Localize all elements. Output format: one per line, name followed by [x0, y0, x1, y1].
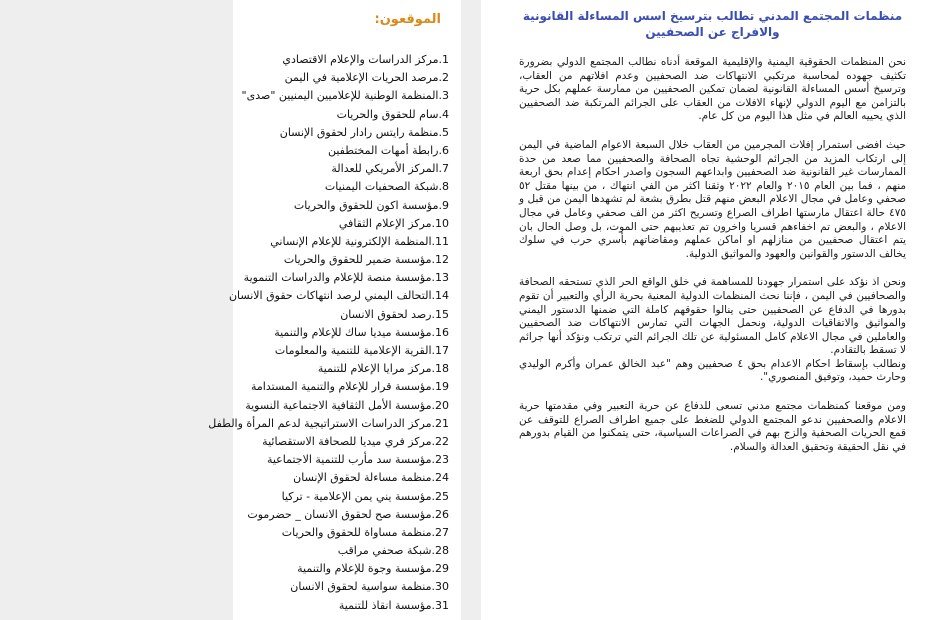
signer-item: 4.سام للحقوق والحريات — [336, 107, 449, 121]
signer-item: 11.المنظمة الإلكترونية للإعلام الإنساني — [270, 234, 449, 248]
signer-item: 22.مركز فري ميديا للصحافة الاستقصائية — [262, 434, 449, 448]
signer-item: 6.رابطة أمهات المختطفين — [327, 143, 449, 157]
signers-heading: الموقعون: — [374, 12, 441, 27]
signers-list — [208, 51, 449, 615]
statement-paragraph: نحن المنظمات الحقوقية اليمنية والإقليمية الموقعة أدناه نطالب المجتمع الدولي بضرورة تكثيف جهوده لمحاسبة مرتكبي الانتهاكات ضد الصحفيين وعدم افلاتهم من العقاب، وترسيخ أسس المساءلة القانونية لضمان تمكين الصحفيين من ممارسة عملهم بكل حرية بالتزامن مع اليوم الدولي لإنهاء الافلات من العقاب على الجرائم المرتكبة ضد الصحفيين الذي يحييه العالم في مثل هذا اليوم من كل عام. — [519, 56, 906, 123]
signer-item: 28.شبكة صحفي مراقب — [337, 544, 449, 558]
signer-item: 25.مؤسسة يني يمن الإعلامية - تركيا — [281, 489, 449, 503]
statement-page — [481, 0, 930, 620]
statement-paragraph: حيث افضى استمرار إفلات المجرمين من العقاب خلال السبعة الاعوام الماضية في اليمن إلى ارتكاب المزيد من الجرائم الوحشية تجاه الصحافة والصحفيين مما صعد من حدة الممارسات غير القانونية ضد الصحفيين وابداعهم السجون واصدر احكام إعدام بحق اربعة منهم ، فما بين العام ٢٠١٥ والعام ٢٠٢٢ وثقنا اكثر من الفي انتهاك ، من بينها مقتل ٥٢ صحفي وعامل في مجال الاعلام البعض منهم قتل بطرق بشعة لم تشهدها اليمن من قبل و ٤٧٥ حالة اعتقال مارستها اطراف الصراع وتسريح اكثر من الف صحفي وعامل في مجال الاعلام ، والبعض تم اخفاءهم قسريا واخرون تم تعذيبهم حتى الموت، بل وصل الحال بان يتم اعتقال صحفيين من منازلهم او اماكن عملهم ومقاضاتهم بأسري حرب في سلوك يخالف الدستور والقوانين والعهود والمواثيق الدولية. — [519, 138, 906, 260]
signer-item: 7.المركز الأمريكي للعدالة — [331, 162, 449, 176]
statement-paragraph: ونحن اذ نؤكد على استمرار جهودنا للمساهمة في خلق الواقع الحر الذي تستحقه الصحافة والصحافيين في اليمن ، فإننا نحث المنظمات الدولية المعنية بحرية الرأي والتعبير أن تقوم بدورها في الدفاع عن الصحفيين حتى ينالوا حقوقهم كاملة التي ضمنها الدستور اليمني والمواثيق والاتفاقيات الدولية، ونحمل الجهات التي تمارس الانتهاكات ضد الصحفيين والعاملين في مجال الاعلام كامل المسئولية عن تلك الجرائم التي ترتكب ونؤكد أنها جرائم لا تسقط بالتقادم. — [519, 276, 906, 357]
signer-item: 2.مرصد الحريات الإعلامية في اليمن — [284, 71, 449, 85]
signer-item: 3.المنظمة الوطنية للإعلاميين اليمنيين "صدى" — [241, 89, 449, 103]
signer-item: 10.مركز الإعلام الثقافي — [338, 216, 449, 230]
signer-item: 27.منظمة مساواة للحقوق والحريات — [281, 525, 449, 539]
statement-paragraph: ومن موقعنا كمنظمات مجتمع مدني تسعى للدفاع عن حرية التعبير وفي مقدمتها حرية الاعلام والصحفيين ندعو المجتمع الدولي للضغط على جميع اطراف الصراع للتوقف عن قمع الحريات الصحفية والزج بهم في الصراعات السياسية، حتى يتمكنوا من القيام بدورهم في نقل الحقيقة وتحقيق العدالة والسلام. — [519, 400, 906, 453]
signer-item: 1.مركز الدراسات والإعلام الاقتصادي — [282, 53, 449, 66]
signer-item: 8.شبكة الصحفيات اليمنيات — [324, 180, 449, 194]
signer-item: 13.مؤسسة منصة للإعلام والدراسات التنموية — [243, 271, 449, 285]
signer-item: 12.مؤسسة ضمير للحقوق والحريات — [283, 253, 449, 267]
signer-item: 24.منظمة مساءلة لحقوق الإنسان — [293, 471, 449, 485]
signer-item: 5.منظمة رايتس رادار لحقوق الإنسان — [279, 125, 449, 139]
signer-item: 21.مركز الدراسات الاستراتيجية لدعم المرأة والطفل — [208, 416, 449, 430]
signer-item: 17.القرية الإعلامية للتنمية والمعلومات — [274, 344, 449, 357]
signer-item: 16.مؤسسة ميديا ساك للإعلام والتنمية — [274, 325, 449, 339]
signer-item: 26.مؤسسة صح لحقوق الانسان _ حضرموت — [247, 507, 449, 521]
signer-item: 18.مركز مرايا الإعلام للتنمية — [317, 362, 449, 376]
signer-item: 14.التحالف اليمني لرصد انتهاكات حقوق الانسان — [228, 289, 449, 303]
statement-body — [519, 56, 906, 469]
signer-item: 19.مؤسسة قرار للإعلام والتنمية المستدامة — [251, 380, 449, 394]
signer-item: 15.رصد لحقوق الانسان — [340, 307, 449, 321]
signer-item: 29.مؤسسة وجوة للإعلام والتنمية — [297, 562, 449, 576]
signer-item: 9.مؤسسة اكون للحقوق والحريات — [293, 198, 449, 212]
signer-item: 23.مؤسسة سد مأرب للتنمية الاجتماعية — [266, 453, 449, 467]
statement-title: منظمات المجتمع المدني تطالب بترسيخ اسس المساءلة القانونية والافراج عن الصحفيين — [522, 9, 903, 39]
signers-page — [208, 0, 461, 620]
signer-item: 20.مؤسسة الأمل الثقافية الاجتماعية النسوية — [245, 398, 449, 412]
signer-item: 31.مؤسسة انقاذ للتنمية — [338, 598, 449, 612]
statement-paragraph: ونطالب بإسقاط احكام الاعدام بحق ٤ صحفيين وهم "عبد الخالق عمران وأكرم الوليدي وحارث حميد، وتوفيق المنصوري". — [519, 357, 907, 384]
signer-item: 30.منظمة سواسية لحقوق الانسان — [290, 580, 449, 594]
